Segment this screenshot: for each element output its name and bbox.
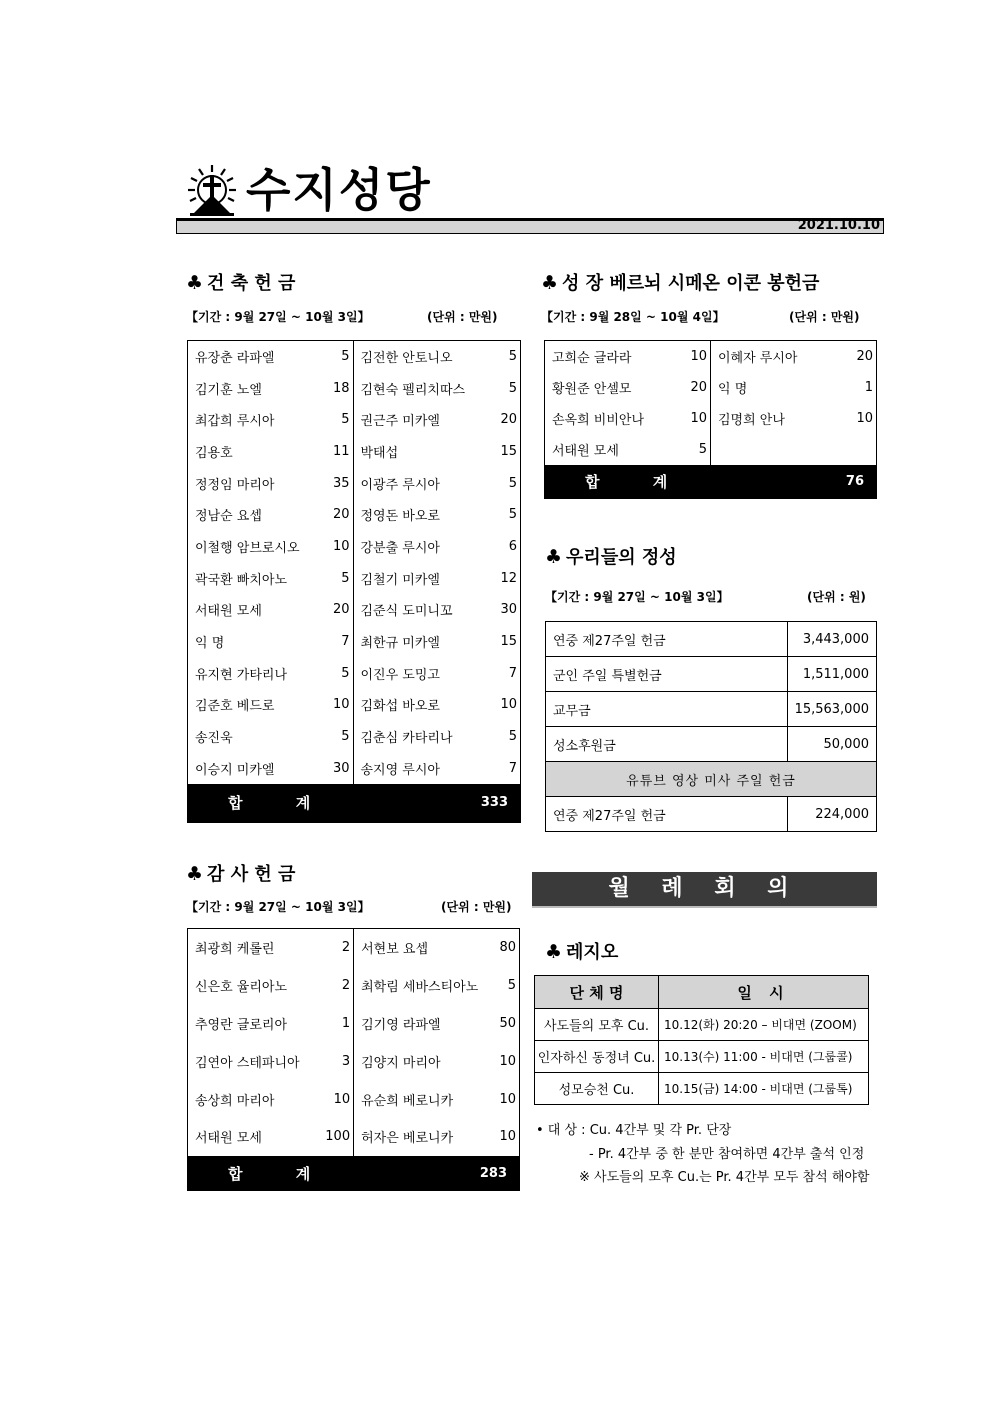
- offering-label: 연중 제27주일 헌금: [546, 622, 788, 657]
- offerings-unit: (단위 : 원): [807, 590, 866, 604]
- donor-name: 곽국환 빠치아노: [195, 572, 288, 588]
- youtube-header-row: [546, 762, 877, 797]
- table-row: [188, 721, 521, 753]
- table-row: [188, 1042, 520, 1080]
- donor-amount: 7: [341, 634, 350, 650]
- table-row: [546, 692, 877, 727]
- donor-amount: 5: [341, 349, 350, 365]
- donor-amount: 5: [508, 349, 517, 365]
- donor-amount: 50: [499, 1015, 516, 1031]
- berneuil-period: 【기간 : 9월 28일 ~ 10월 4일】: [541, 310, 725, 324]
- donor-amount: 5: [341, 665, 350, 681]
- column-header-time: 일 시: [659, 976, 869, 1009]
- donor-name: [711, 434, 853, 465]
- offerings-title: ♣ 우리들의 정성: [545, 546, 677, 568]
- donor-amount: 20: [690, 379, 707, 395]
- donor-name: 김명희 안나: [711, 403, 853, 434]
- meeting-time: 10.13(수) 11:00 - 비대면 (그룹콜): [659, 1041, 869, 1073]
- club-icon: ♣: [541, 272, 559, 294]
- legio-title: ♣ 레지오: [545, 941, 619, 963]
- donor-amount: 5: [508, 729, 517, 745]
- donor-amount: 10: [332, 697, 350, 713]
- donor-name: 유순희 베로니카: [354, 1080, 498, 1118]
- berneuil-title: ♣ 성 장 베르뇌 시메온 이콘 봉헌금: [541, 272, 820, 294]
- donor-name: 고희순 글라라: [552, 350, 632, 366]
- donor-amount: 3: [341, 1053, 351, 1069]
- table-row: [546, 727, 877, 762]
- table-row: [188, 404, 521, 436]
- thanks-title: ♣ 감 사 헌 금: [186, 863, 296, 885]
- table-row: [188, 499, 521, 531]
- total-amount: 76: [711, 465, 877, 499]
- donor-name: 유지현 가타리나: [195, 667, 288, 683]
- donor-amount: 10: [500, 697, 517, 713]
- donor-name: 익 명: [711, 372, 853, 403]
- construction-unit: (단위 : 만원): [427, 310, 498, 324]
- donor-name: 이혜자 루시아: [711, 341, 853, 372]
- offering-value: 50,000: [787, 727, 876, 762]
- donor-amount: 30: [500, 602, 517, 618]
- table-row: [545, 403, 877, 434]
- construction-title: ♣ 건 축 헌 금: [186, 272, 296, 294]
- total-row: [545, 465, 877, 499]
- donor-amount: 35: [332, 475, 350, 491]
- table-row: [188, 1118, 520, 1156]
- group-name: 성모승천 Cu.: [535, 1073, 659, 1105]
- table-row: [188, 929, 520, 967]
- donor-amount: 100: [325, 1129, 351, 1145]
- donor-amount: 10: [333, 1091, 351, 1107]
- offerings-table: [545, 621, 877, 832]
- club-icon: ♣: [545, 941, 563, 963]
- donor-name: 정영돈 바오로: [353, 499, 498, 531]
- table-row: [535, 1009, 869, 1041]
- donor-name: 황원준 안셀모: [552, 381, 632, 397]
- donor-amount: 20: [500, 412, 517, 428]
- donor-amount: 2: [341, 940, 351, 956]
- schedule-table: [534, 975, 869, 1105]
- meeting-time: 10.12(화) 20:20 – 비대면 (ZOOM): [659, 1009, 869, 1041]
- donor-name: 익 명: [195, 636, 225, 652]
- donor-name: 이진우 도밍고: [353, 657, 498, 689]
- donor-name: 김준호 베드로: [195, 699, 275, 715]
- donor-name: 김준식 도미니꼬: [353, 594, 498, 626]
- donor-amount: 2: [341, 977, 351, 993]
- donor-amount: 10: [499, 1053, 516, 1069]
- table-row: [546, 657, 877, 692]
- table-row: [188, 372, 521, 404]
- offering-label: 교무금: [546, 692, 788, 727]
- church-name: 수지성당: [246, 163, 432, 217]
- donor-name: 김용호: [195, 445, 233, 461]
- donor-name: 권근주 미카엘: [353, 404, 498, 436]
- donor-amount: 10: [690, 410, 707, 426]
- donor-name: 최한규 미카엘: [353, 626, 498, 658]
- table-header-row: [535, 976, 869, 1009]
- donor-amount: 10: [690, 348, 707, 364]
- offerings-period: 【기간 : 9월 27일 ~ 10월 3일】: [545, 590, 729, 604]
- donor-name: 김기훈 노엘: [195, 382, 262, 398]
- donor-name: 이승지 미카엘: [195, 762, 275, 778]
- table-row: [535, 1073, 869, 1105]
- donor-amount: 7: [508, 665, 517, 681]
- offering-value: 3,443,000: [787, 622, 876, 657]
- total-amount: 333: [353, 784, 521, 822]
- donor-name: 김철기 미카엘: [353, 562, 498, 594]
- donor-name: 김기영 라파엘: [354, 1004, 498, 1042]
- donor-amount: [852, 434, 877, 465]
- offering-value: 1,511,000: [787, 657, 876, 692]
- donor-amount: 11: [332, 443, 350, 459]
- donor-amount: 1: [341, 1015, 351, 1031]
- table-row: [188, 531, 521, 563]
- berneuil-unit: (단위 : 만원): [789, 310, 860, 324]
- donor-amount: 5: [508, 507, 517, 523]
- donor-amount: 12: [500, 570, 517, 586]
- donor-amount: 30: [332, 760, 350, 776]
- table-row: [545, 434, 877, 465]
- donor-name: 박태섭: [353, 436, 498, 468]
- table-row: [188, 966, 520, 1004]
- donor-name: 김현숙 펠리치따스: [353, 372, 498, 404]
- table-row: [188, 1004, 520, 1042]
- total-label: 합 계: [188, 784, 354, 822]
- note-target: • 대 상 : Cu. 4간부 및 각 Pr. 단장: [536, 1123, 732, 1138]
- table-row: [188, 436, 521, 468]
- table-row: [546, 797, 877, 832]
- total-label: 합 계: [545, 465, 711, 499]
- monthly-meeting-banner: 월 례 회 의: [532, 872, 877, 908]
- donor-amount: 10: [499, 1129, 516, 1145]
- offering-value: 224,000: [787, 797, 876, 832]
- donor-name: 김연아 스테파니아: [195, 1055, 300, 1071]
- donor-name: 송진욱: [195, 731, 233, 747]
- donor-amount: 5: [508, 380, 517, 396]
- table-row: [535, 1041, 869, 1073]
- table-row: [545, 372, 877, 403]
- meeting-time: 10.15(금) 14:00 - 비대면 (그룹톡): [659, 1073, 869, 1105]
- donor-amount: 7: [508, 760, 517, 776]
- donor-amount: 5: [341, 729, 350, 745]
- column-header-group: 단 체 명: [535, 976, 659, 1009]
- table-row: [188, 467, 521, 499]
- donor-amount: 20: [332, 602, 350, 618]
- donor-amount: 80: [499, 940, 516, 956]
- donor-amount: 6: [508, 538, 517, 554]
- donor-name: 김춘심 카타리나: [353, 721, 498, 753]
- donor-amount: 1: [864, 379, 873, 395]
- donor-name: 허자은 베로니카: [354, 1118, 498, 1156]
- table-row: [546, 622, 877, 657]
- offering-label: 성소후원금: [546, 727, 788, 762]
- donor-amount: 5: [508, 475, 517, 491]
- donor-amount: 10: [499, 1091, 516, 1107]
- donor-name: 추영란 글로리아: [195, 1017, 288, 1033]
- offering-value: 15,563,000: [787, 692, 876, 727]
- note-attendance: - Pr. 4간부 중 한 분만 참여하면 4간부 출석 인정: [589, 1147, 865, 1162]
- offering-label: 군인 주일 특별헌금: [546, 657, 788, 692]
- church-logo-icon: [186, 163, 238, 217]
- donor-amount: 20: [332, 507, 350, 523]
- group-name: 인자하신 동정녀 Cu.: [535, 1041, 659, 1073]
- construction-table: [187, 340, 521, 823]
- donor-name: 손옥희 비비안나: [552, 412, 645, 428]
- table-row: [188, 689, 521, 721]
- offering-label: 연중 제27주일 헌금: [546, 797, 788, 832]
- donor-amount: 18: [332, 380, 350, 396]
- table-row: [188, 341, 521, 373]
- donor-name: 서현보 요셉: [354, 929, 498, 967]
- donor-amount: 5: [698, 441, 707, 457]
- donor-amount: 20: [856, 348, 873, 364]
- donor-name: 김전한 안토니오: [353, 341, 498, 373]
- donor-amount: 10: [332, 538, 350, 554]
- donor-name: 최광희 케롤린: [195, 942, 275, 958]
- donor-name: 최학림 세바스티아노: [354, 966, 498, 1004]
- club-icon: ♣: [186, 272, 204, 294]
- table-row: [545, 341, 877, 372]
- donor-name: 김양지 마리아: [354, 1042, 498, 1080]
- table-row: [188, 1080, 520, 1118]
- donor-name: 송지영 루시아: [353, 752, 498, 784]
- donor-name: 이광주 루시아: [353, 467, 498, 499]
- donor-name: 정남순 요셉: [195, 509, 262, 525]
- donor-amount: 10: [856, 410, 873, 426]
- total-row: [188, 1156, 520, 1191]
- donor-name: 유장춘 라파엘: [195, 351, 275, 367]
- total-amount: 283: [354, 1156, 520, 1191]
- donor-name: 송상희 마리아: [195, 1093, 275, 1109]
- donor-name: 이철행 암브로시오: [195, 540, 300, 556]
- youtube-header: 유튜브 영상 미사 주일 헌금: [546, 762, 877, 797]
- berneuil-table: [544, 340, 877, 499]
- thanks-unit: (단위 : 만원): [441, 900, 512, 914]
- donor-name: 신은호 율리아노: [195, 979, 288, 995]
- group-name: 사도들의 모후 Cu.: [535, 1009, 659, 1041]
- total-label: 합 계: [188, 1156, 354, 1191]
- total-row: [188, 784, 521, 822]
- bulletin-date: 2021.10.10: [797, 218, 880, 233]
- donor-name: 서태원 모세: [195, 1131, 262, 1147]
- donor-amount: 15: [500, 443, 517, 459]
- donor-name: 김화섭 바오로: [353, 689, 498, 721]
- club-icon: ♣: [186, 863, 204, 885]
- construction-period: 【기간 : 9월 27일 ~ 10월 3일】: [186, 310, 370, 324]
- header-bar: [176, 221, 884, 234]
- table-row: [188, 752, 521, 784]
- thanks-table: [187, 928, 520, 1191]
- donor-name: 서태원 모세: [552, 443, 619, 459]
- thanks-period: 【기간 : 9월 27일 ~ 10월 3일】: [186, 900, 370, 914]
- donor-amount: 5: [507, 977, 516, 993]
- table-row: [188, 594, 521, 626]
- note-requirement: ※ 사도들의 모후 Cu.는 Pr. 4간부 모두 참석 해야함: [579, 1170, 870, 1185]
- donor-name: 최갑희 루시아: [195, 414, 275, 430]
- table-row: [188, 562, 521, 594]
- donor-amount: 5: [341, 570, 350, 586]
- donor-name: 정정임 마리아: [195, 477, 275, 493]
- donor-amount: 15: [500, 634, 517, 650]
- table-row: [188, 626, 521, 658]
- donor-name: 강분출 루시아: [353, 531, 498, 563]
- club-icon: ♣: [545, 546, 563, 568]
- donor-name: 서태원 모세: [195, 604, 262, 620]
- table-row: [188, 657, 521, 689]
- donor-amount: 5: [341, 412, 350, 428]
